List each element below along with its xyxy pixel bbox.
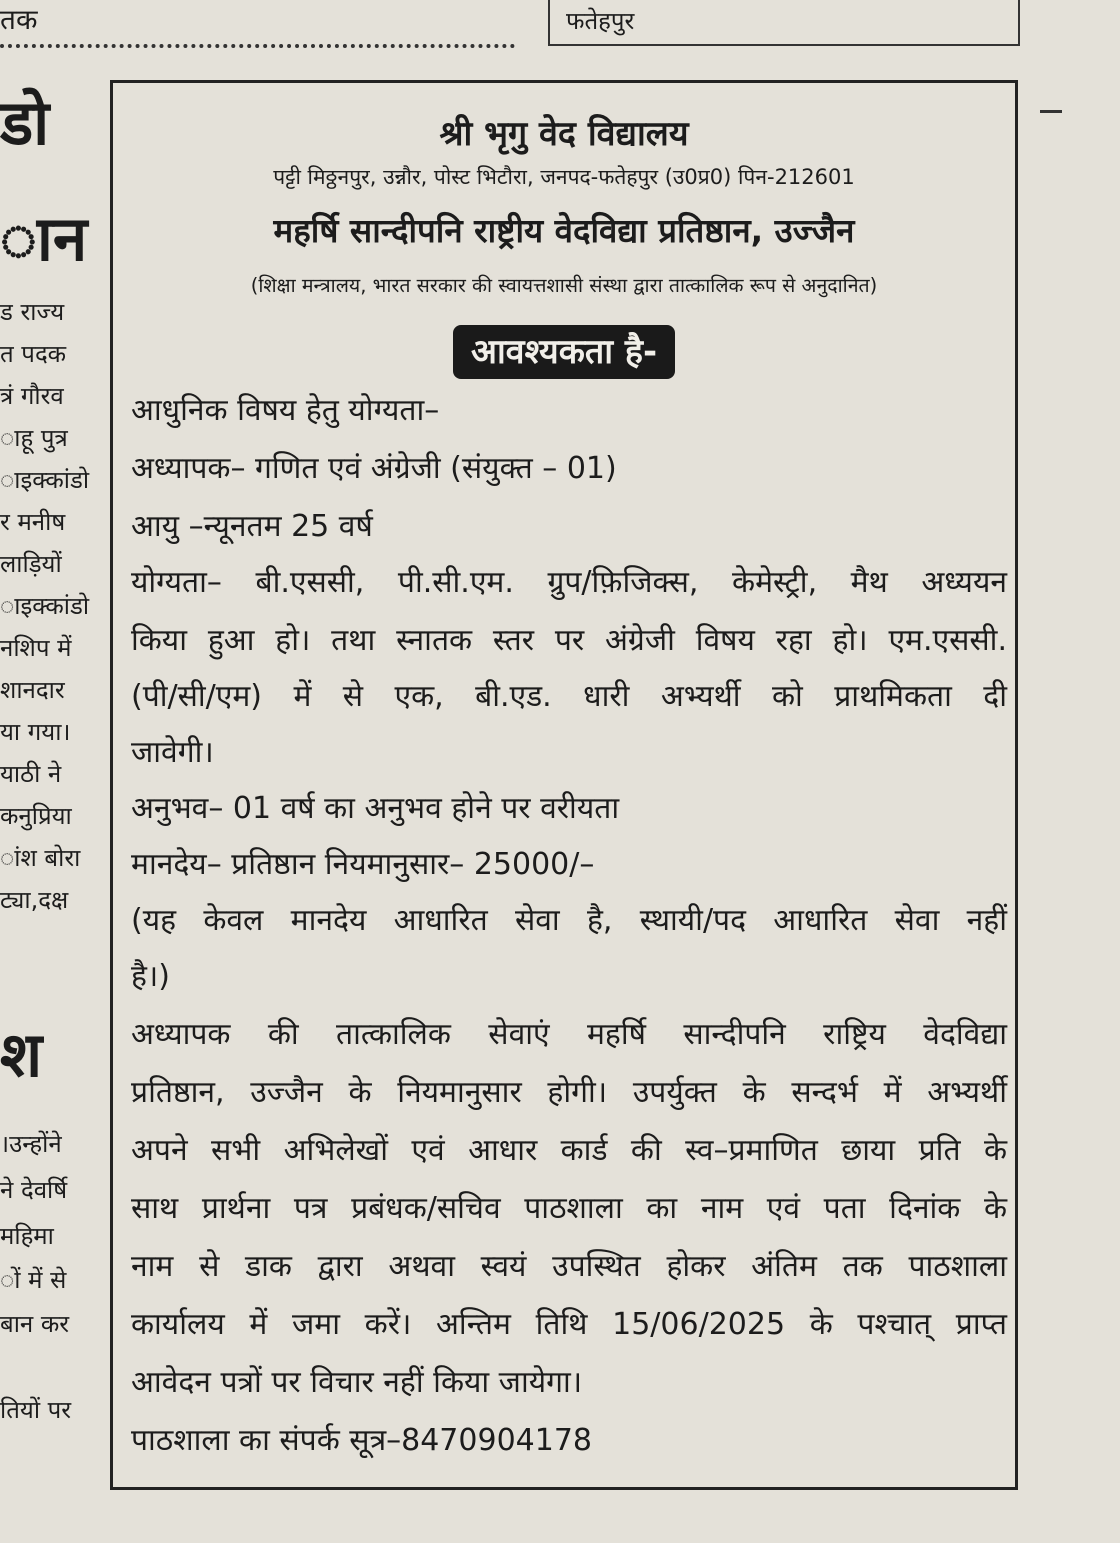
- ad-line-terms: साथ प्रार्थना पत्र प्रबंधक/सचिव पाठशाला का नाम एवं पता दिनांक के: [131, 1191, 1007, 1226]
- adjacent-text-line: त पदक: [0, 340, 67, 368]
- job-advertisement: [110, 80, 1018, 1490]
- adjacent-headline-3: श: [0, 1018, 43, 1091]
- adjacent-text-line: ाहू पुत्र: [0, 424, 68, 452]
- adjacent-text-line: ाइक्कांडो: [0, 592, 90, 620]
- adjacent-text-line: ।उन्होंने: [0, 1130, 62, 1158]
- adjacent-text-line: ड राज्य: [0, 298, 65, 326]
- adjacent-text-line: ने देवर्षि: [0, 1176, 68, 1204]
- ad-line-last-date: कार्यालय में जमा करें। अन्तिम तिथि 15/06/2025 के पश्चात् प्राप्त: [131, 1307, 1007, 1342]
- ad-line-subject-qualification: आधुनिक विषय हेतु योग्यता–: [131, 393, 440, 428]
- adjacent-text-line: र मनीष: [0, 508, 66, 536]
- institute-name: महर्षि सान्दीपनि राष्ट्रीय वेदविद्या प्रतिष्ठान, उज्जैन: [273, 211, 855, 250]
- adjacent-text-line: बान कर: [0, 1310, 70, 1338]
- adjacent-text-line: कनुप्रिया: [0, 802, 72, 830]
- dotted-divider: [0, 44, 515, 48]
- adjacent-text-line: ाइक्कांडो: [0, 466, 90, 494]
- ad-line-qualification: (पी/सी/एम) में से एक, बी.एड. धारी अभ्यर्थी को प्राथमिकता दी: [131, 679, 1007, 714]
- adjacent-text-line: नशिप में: [0, 634, 72, 662]
- school-name: श्री भृगु वेद विद्यालय: [439, 114, 689, 154]
- ad-line-honorarium: मानदेय– प्रतिष्ठान नियमानुसार– 25000/–: [131, 847, 595, 882]
- adjacent-headline-2: ान: [0, 202, 88, 275]
- adjacent-text-line: ों में से: [0, 1266, 67, 1294]
- grant-note: (शिक्षा मन्त्रालय, भारत सरकार की स्वायत्तशासी संस्था द्वारा तात्कालिक रूप से अनुदानित): [250, 274, 878, 297]
- adjacent-text-line: लाड़ियों: [0, 550, 62, 578]
- ad-line-qualification: किया हुआ हो। तथा स्नातक स्तर पर अंग्रेजी विषय रहा हो। एम.एससी.: [131, 623, 1007, 658]
- margin-mark: [1040, 110, 1062, 113]
- adjacent-text-line: ट्या,दक्ष: [0, 886, 69, 914]
- adjacent-article-column: [0, 80, 96, 1540]
- adjacent-text-line: तियों पर: [0, 1396, 72, 1424]
- ad-line-qualification: योग्यता– बी.एससी, पी.सी.एम. ग्रुप/फ़िजिक्स, केमेस्ट्री, मैथ अध्ययन: [131, 565, 1007, 600]
- ad-line-qualification: जावेगी।: [131, 735, 214, 770]
- ad-line-post: अध्यापक– गणित एवं अंग्रेजी (संयुक्त – 01): [131, 451, 617, 486]
- ad-line-age: आयु –न्यूनतम 25 वर्ष: [131, 509, 373, 544]
- ad-line-contact: पाठशाला का संपर्क सूत्र–8470904178: [131, 1423, 593, 1458]
- ad-line-service-note: (यह केवल मानदेय आधारित सेवा है, स्थायी/पद आधारित सेवा नहीं: [131, 903, 1007, 938]
- ad-line-service-note: है।): [131, 959, 171, 994]
- adjacent-text-line: शानदार: [0, 676, 65, 704]
- ad-line-last-date: आवेदन पत्रों पर विचार नहीं किया जायेगा।: [131, 1365, 583, 1400]
- ad-line-terms: अध्यापक की तात्कालिक सेवाएं महर्षि सान्दीपनि राष्ट्रिय वेदविद्या: [131, 1017, 1007, 1052]
- adjacent-text-line: ांश बोरा: [0, 844, 81, 872]
- adjacent-text-line: या गया।: [0, 718, 71, 746]
- previous-column-fragment: तक: [0, 3, 38, 36]
- heading-wrap: [113, 325, 1015, 379]
- school-address: पट्टी मिठ्ठनपुर, उन्नौर, पोस्ट भिटौरा, जनपद-फतेहपुर (उ0प्र0) पिन-212601: [273, 165, 855, 189]
- adjacent-headline-1: डो: [0, 86, 50, 159]
- adjacent-text-line: महिमा: [0, 1222, 54, 1250]
- ad-line-terms: नाम से डाक द्वारा अथवा स्वयं उपस्थित होकर अंतिम तक पाठशाला: [131, 1249, 1007, 1284]
- adjacent-text-line: त्रं गौरव: [0, 382, 64, 410]
- ad-line-terms: प्रतिष्ठान, उज्जैन के नियमानुसार होगी। उपर्युक्त के सन्दर्भ में अभ्यर्थी: [131, 1075, 1007, 1110]
- dateline-box: [548, 0, 1020, 46]
- requirement-heading: आवश्यकता है-: [453, 325, 675, 379]
- dateline-place: फतेहपुर: [566, 7, 635, 35]
- adjacent-text-line: याठी ने: [0, 760, 62, 788]
- ad-line-terms: अपने सभी अभिलेखों एवं आधार कार्ड की स्व–प्रमाणित छाया प्रति के: [131, 1133, 1007, 1168]
- ad-line-experience: अनुभव– 01 वर्ष का अनुभव होने पर वरीयता: [131, 791, 620, 826]
